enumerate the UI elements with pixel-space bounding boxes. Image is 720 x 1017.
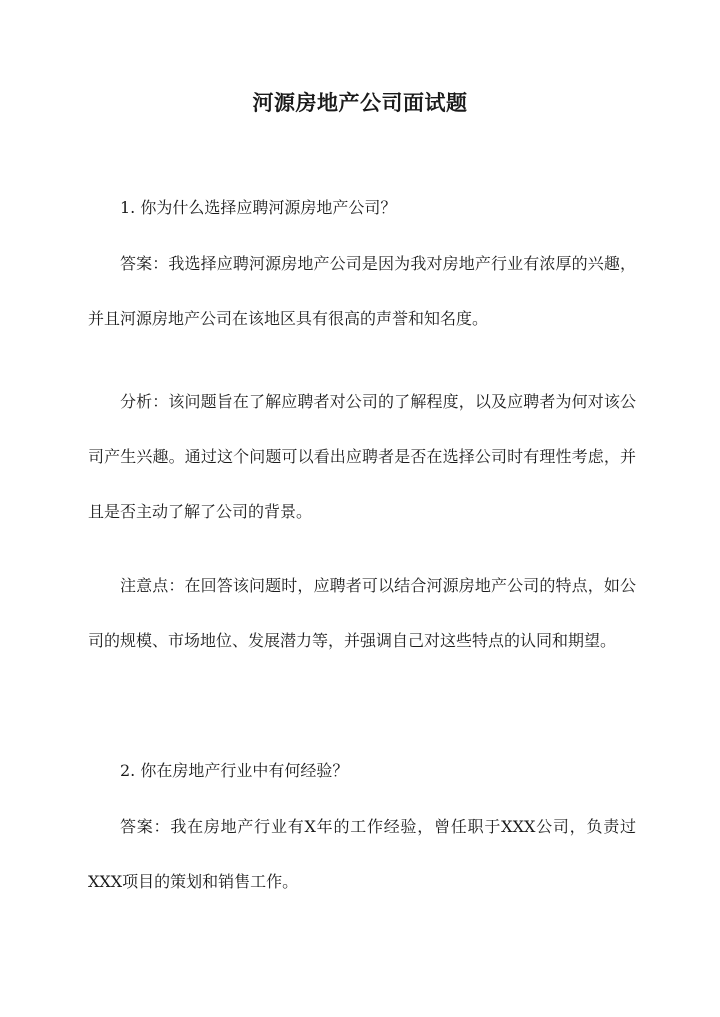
analysis-1: 分析：该问题旨在了解应聘者对公司的了解程度，以及应聘者为何对该公司产生兴趣。通过这个问题可以看出应聘者是否在选择公司时有理性考虑，并且是否主动了解了公司的背景。 [88,392,636,521]
document-title: 河源房地产公司面试题 [252,90,468,115]
answer-1: 答案：我选择应聘河源房地产公司是因为我对房地产行业有浓厚的兴趣，并且河源房地产公司在该地区具有很高的声誉和知名度。 [88,254,636,328]
note-1: 注意点：在回答该问题时，应聘者可以结合河源房地产公司的特点，如公司的规模、市场地位、发展潜力等，并强调自己对这些特点的认同和期望。 [88,576,636,650]
answer-2: 答案：我在房地产行业有X年的工作经验，曾任职于XXX公司，负责过XXX项目的策划和销售工作。 [88,817,636,891]
question-2: 2. 你在房地产行业中有何经验？ [120,761,349,780]
question-1: 1. 你为什么选择应聘河源房地产公司？ [120,198,397,217]
